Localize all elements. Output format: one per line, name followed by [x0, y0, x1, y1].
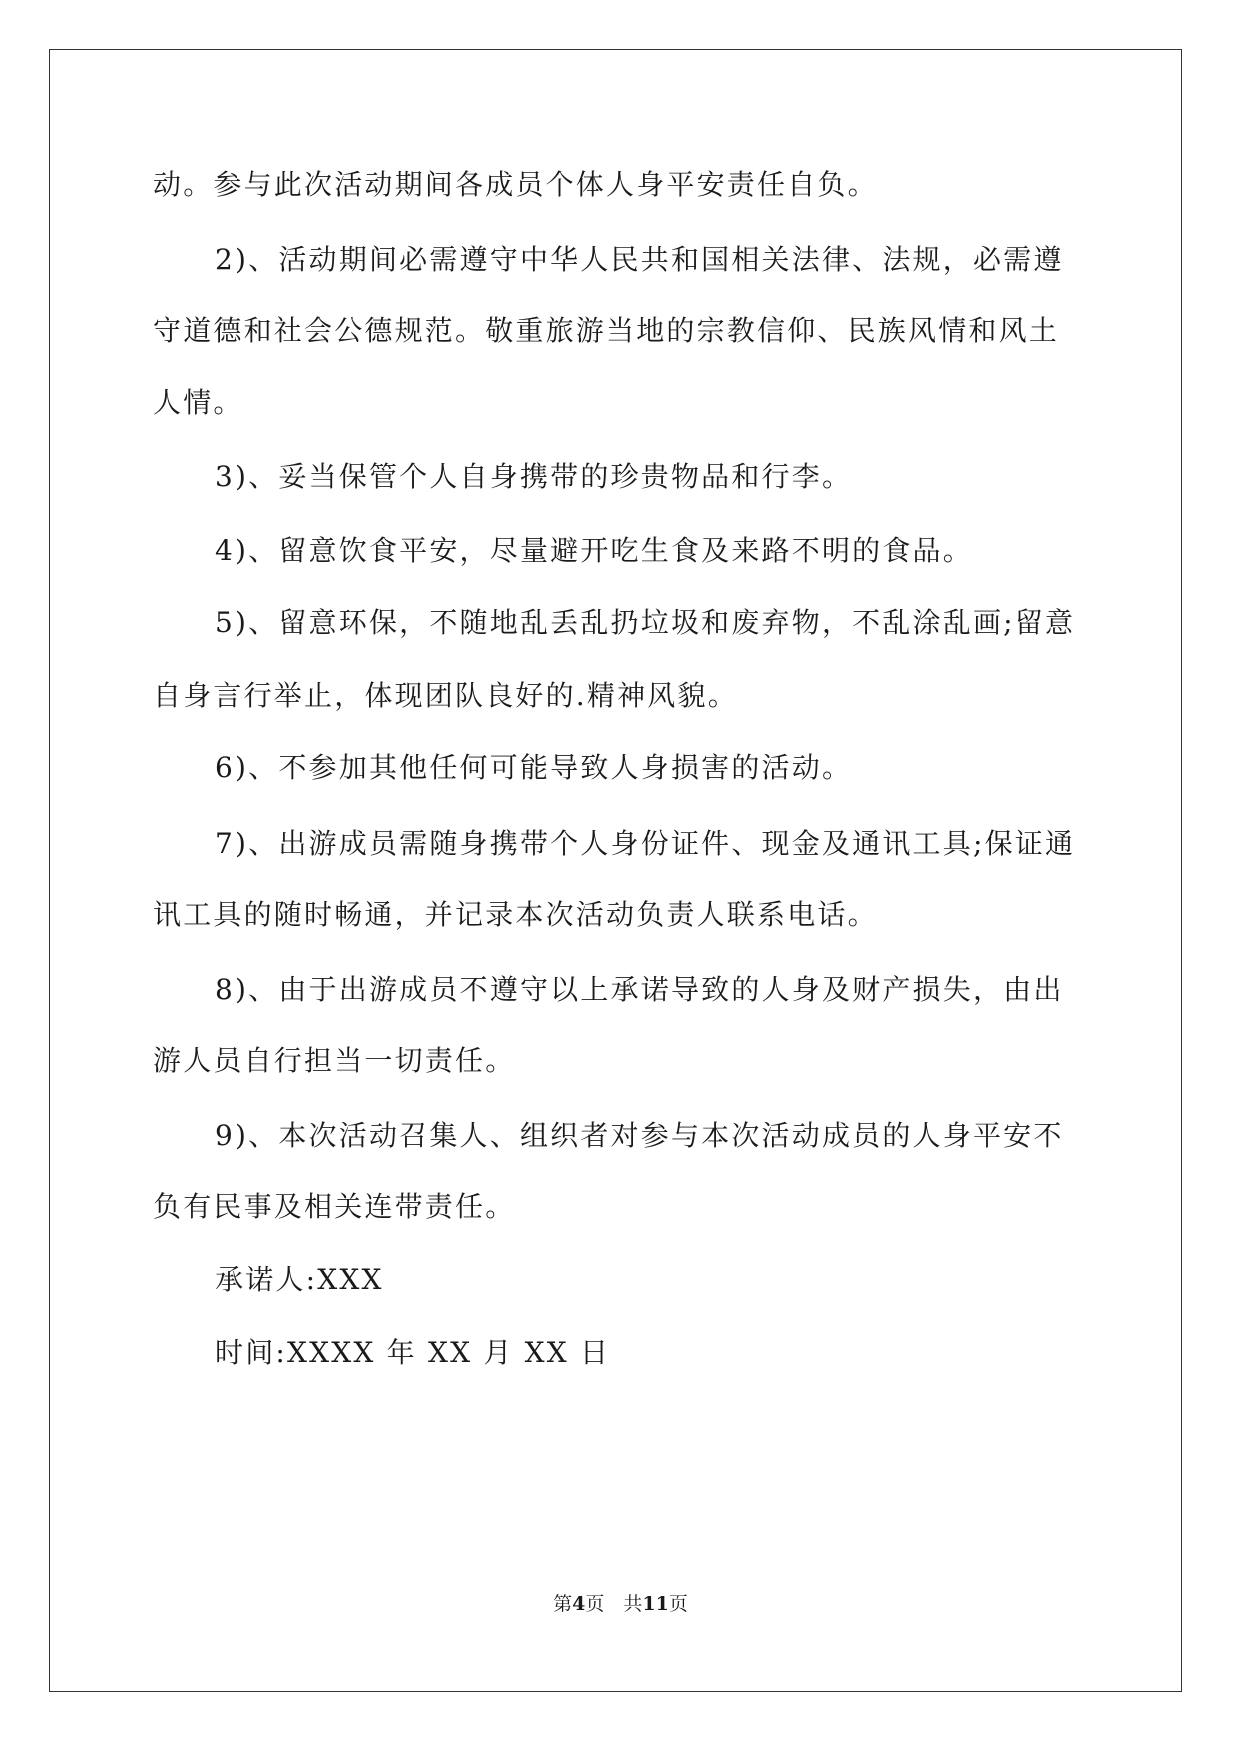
item-9-line: 9)、本次活动召集人、组织者对参与本次活动成员的人身平安不	[215, 1119, 1064, 1152]
item-3-line: 3)、妥当保管个人自身携带的珍贵物品和行李。	[215, 460, 853, 493]
body-line: 守道德和社会公德规范。敬重旅游当地的宗教信仰、民族风情和风土	[153, 314, 1060, 347]
item-5-line: 5)、留意环保，不随地乱丢乱扔垃圾和废弃物，不乱涂乱画;留意	[215, 606, 1076, 639]
body-line: 游人员自行担当一切责任。	[153, 1044, 516, 1077]
page-border	[49, 49, 1182, 1692]
body-line: 动。参与此次活动期间各成员个体人身平安责任自负。	[153, 168, 878, 201]
total-pages: 11	[642, 1593, 669, 1615]
body-line: 负有民事及相关连带责任。	[153, 1190, 516, 1223]
item-2-line: 2)、活动期间必需遵守中华人民共和国相关法律、法规，必需遵	[215, 243, 1064, 276]
page-footer	[0, 1592, 1241, 1616]
footer-prefix: 第	[553, 1593, 573, 1615]
item-6-line: 6)、不参加其他任何可能导致人身损害的活动。	[215, 751, 853, 784]
body-line: 自身言行举止，体现团队良好的.精神风貌。	[153, 679, 738, 712]
item-7-line: 7)、出游成员需随身携带个人身份证件、现金及通讯工具;保证通	[215, 827, 1076, 860]
page-number: 4	[572, 1593, 586, 1615]
footer-mid: 页 共	[585, 1593, 643, 1615]
body-line: 人情。	[153, 386, 244, 419]
body-line: 讯工具的随时畅通，并记录本次活动负责人联系电话。	[153, 898, 878, 931]
item-4-line: 4)、留意饮食平安，尽量避开吃生食及来路不明的食品。	[215, 534, 973, 567]
item-8-line: 8)、由于出游成员不遵守以上承诺导致的人身及财产损失，由出	[215, 973, 1064, 1006]
promisor-line: 承诺人:XXX	[215, 1263, 384, 1296]
date-line: 时间:XXXX 年 XX 月 XX 日	[215, 1336, 611, 1369]
footer-suffix: 页	[668, 1593, 688, 1615]
